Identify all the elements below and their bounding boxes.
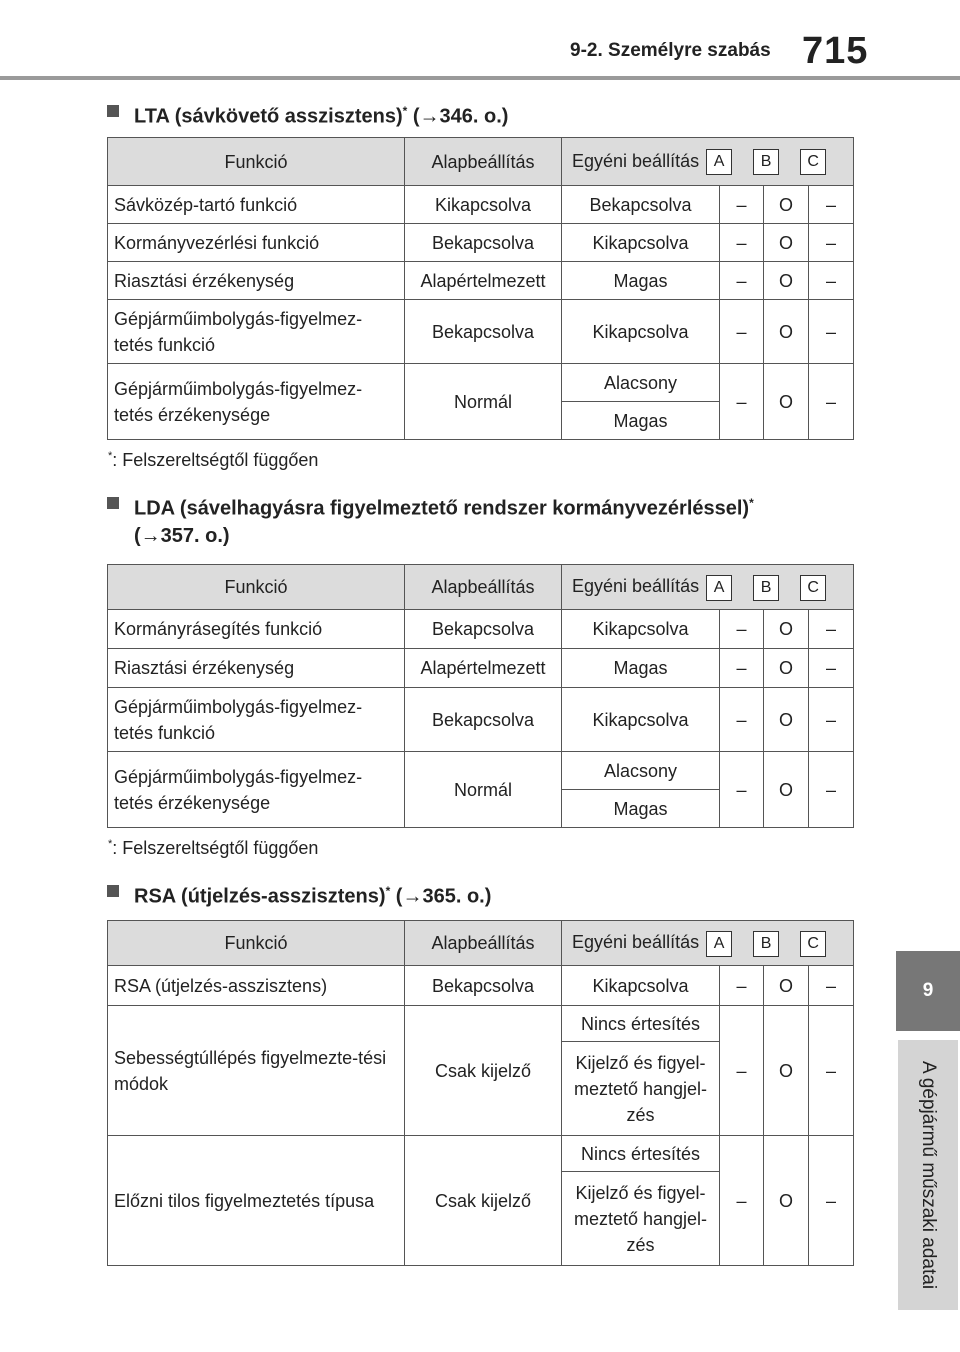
rsa-section-title: RSA (útjelzés-asszisztens)* (→365. o.) bbox=[112, 878, 491, 910]
column-a-box: A bbox=[706, 931, 732, 957]
table-row: Sebességtúllépés figyelmezte-tési módok Csak kijelző Nincs értesítés – O – bbox=[108, 1006, 854, 1042]
section-header: 9-2. Személyre szabás bbox=[570, 40, 771, 61]
page-reference: (→346. o.) bbox=[412, 105, 509, 128]
table-row: RSA (útjelzés-asszisztens) Bekapcsolva Kikapcsolva – O – bbox=[108, 966, 854, 1006]
lda-section-title: LDA (sávelhagyásra figyelmeztető rendszer kormányvezérléssel)* bbox=[112, 490, 754, 522]
table-row: Kormányvezérlési funkció Bekapcsolva Kikapcsolva – O – bbox=[108, 224, 854, 262]
table-row: Kormányrásegítés funkció Bekapcsolva Kikapcsolva – O – bbox=[108, 610, 854, 649]
footnote: *: Felszereltségtől függően bbox=[108, 838, 319, 858]
square-bullet-icon bbox=[107, 885, 119, 897]
column-a-box: A bbox=[706, 575, 732, 601]
page-number: 715 bbox=[802, 30, 869, 72]
lta-settings-table bbox=[107, 137, 854, 440]
column-c-box: C bbox=[800, 575, 826, 601]
column-b-box: B bbox=[753, 931, 779, 957]
square-bullet-icon bbox=[107, 497, 119, 509]
chapter-tab-text: A gépjármű műszaki adatai bbox=[918, 1060, 939, 1290]
column-b-box: B bbox=[753, 149, 779, 175]
rsa-settings-table bbox=[107, 920, 854, 1266]
column-b-box: B bbox=[753, 575, 779, 601]
table-header-row: Funkció Alapbeállítás Egyéni beállítás A B C bbox=[108, 921, 854, 966]
table-row: Riasztási érzékenység Alapértelmezett Magas – O – bbox=[108, 262, 854, 300]
lta-section-title: LTA (sávkövető asszisztens)* (→346. o.) bbox=[112, 98, 508, 130]
lda-settings-table bbox=[107, 564, 854, 828]
table-row: Kijelző és figyel-meztető hangjel-zés bbox=[108, 1172, 854, 1266]
chapter-tab-label bbox=[898, 1040, 958, 1310]
header-divider bbox=[0, 76, 960, 80]
lda-page-reference: (→357. o.) bbox=[134, 525, 230, 547]
column-a-box: A bbox=[706, 149, 732, 175]
table-header-row: Funkció Alapbeállítás Egyéni beállítás A B C bbox=[108, 138, 854, 186]
column-c-box: C bbox=[800, 149, 826, 175]
table-row: Kijelző és figyel-meztető hangjel-zés bbox=[108, 1042, 854, 1136]
table-header-row: Funkció Alapbeállítás Egyéni beállítás A B C bbox=[108, 565, 854, 610]
table-row: Gépjárműimbolygás-figyelmez-tetés funkció Bekapcsolva Kikapcsolva – O – bbox=[108, 688, 854, 752]
table-row: Sávközép-tartó funkció Kikapcsolva Bekapcsolva – O – bbox=[108, 186, 854, 224]
table-row: Gépjárműimbolygás-figyelmez-tetés érzékenysége Normál Alacsony – O – bbox=[108, 364, 854, 402]
square-bullet-icon bbox=[107, 105, 119, 117]
page-reference: (→365. o.) bbox=[395, 885, 492, 908]
chapter-tab-number: 9 bbox=[896, 951, 960, 1031]
table-row: Gépjárműimbolygás-figyelmez-tetés funkció Bekapcsolva Kikapcsolva – O – bbox=[108, 300, 854, 364]
table-row: Magas bbox=[108, 790, 854, 828]
table-row: Magas bbox=[108, 402, 854, 440]
table-row: Gépjárműimbolygás-figyelmez-tetés érzékenysége Normál Alacsony – O – bbox=[108, 752, 854, 790]
table-row: Előzni tilos figyelmeztetés típusa Csak kijelző Nincs értesítés – O – bbox=[108, 1136, 854, 1172]
footnote: *: Felszereltségtől függően bbox=[108, 450, 319, 470]
table-row: Riasztási érzékenység Alapértelmezett Magas – O – bbox=[108, 649, 854, 688]
column-c-box: C bbox=[800, 931, 826, 957]
